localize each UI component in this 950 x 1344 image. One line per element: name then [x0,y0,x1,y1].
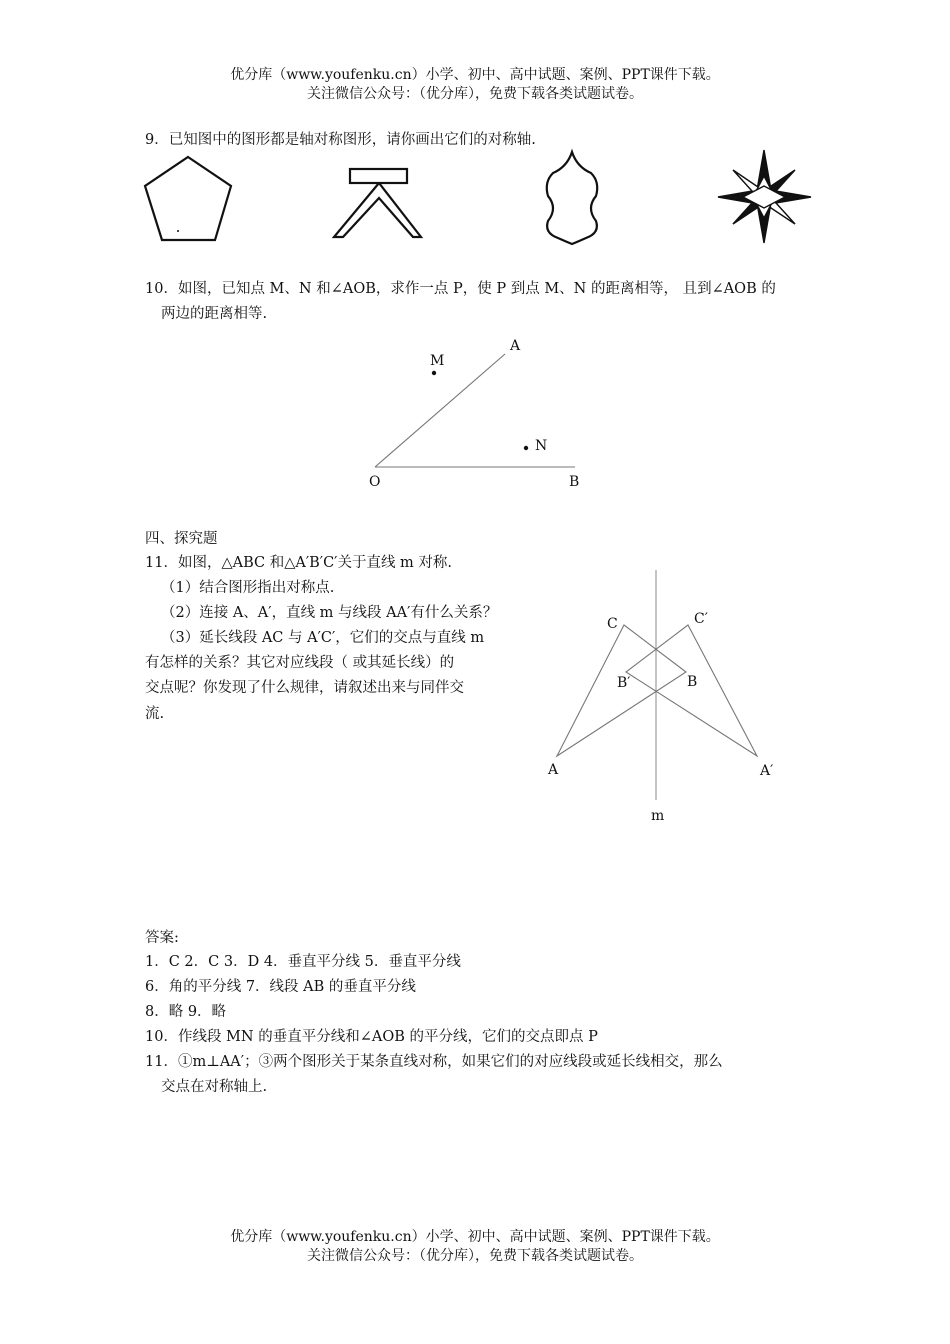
question-10-line-2: 两边的距离相等. [161,306,268,322]
triangle-a2b2c2 [626,625,757,756]
label-n: N [535,438,548,454]
label-c-prime: C′ [694,611,708,627]
label-a: A [510,338,521,354]
header-line-1: 优分库（www.youfenku.cn）小学、初中、高中试题、案例、PPT课件下载。 [230,67,720,83]
header-line-2: 关注微信公众号：（优分库），免费下载各类试题试卷。 [307,86,643,102]
label-a-prime: A′ [760,763,774,779]
question-11-sub-1: （1）结合图形指出对称点. [161,580,335,596]
answer-line-1: 1．C 2．C 3．D 4．垂直平分线 5．垂直平分线 [145,954,461,970]
question-11-sub-3d: 流. [145,706,165,722]
question-10-line-1: 10．如图，已知点 M、N 和∠AOB，求作一点 P，使 P 到点 M、N 的距离相等， 且到∠AOB 的 [145,281,776,297]
question-11-sub-2: （2）连接 A、A′，直线 m 与线段 AA′有什么关系？ [161,605,498,621]
label-b: B [687,674,698,690]
label-a: A [548,762,559,778]
answer-line-5a: 11．①m⊥AA′；③两个图形关于某条直线对称，如果它们的对应线段或延长线相交，那么 [145,1054,723,1070]
label-b: B [569,474,580,490]
label-c: C [607,616,618,632]
answers-title: 答案: [145,930,179,946]
label-m: M [430,353,445,369]
answer-line-4: 10．作线段 MN 的垂直平分线和∠AOB 的平分线，它们的交点即点 P [145,1029,598,1045]
footer-line-1: 优分库（www.youfenku.cn）小学、初中、高中试题、案例、PPT课件下载。 [230,1229,720,1245]
question-11-sub-3a: （3）延长线段 AC 与 A′C′，它们的交点与直线 m [161,630,485,646]
question-9-text: 9．已知图中的图形都是轴对称图形，请你画出它们的对称轴. [145,132,536,148]
answer-line-3: 8．略 9．略 [145,1004,227,1020]
answer-line-2: 6．角的平分线 7．线段 AB 的垂直平分线 [145,979,416,995]
question-11-line-1: 11．如图，△ABC 和△A′B′C′关于直线 m 对称. [145,555,453,571]
label-o: O [369,474,381,490]
question-11-sub-3c: 交点呢？你发现了什么规律，请叙述出来与同伴交 [145,680,464,696]
footer-line-2: 关注微信公众号：（优分库），免费下载各类试题试卷。 [307,1248,643,1264]
answer-line-5b: 交点在对称轴上. [161,1079,268,1095]
label-b-prime: B′ [617,675,631,691]
label-m-axis: m [651,808,665,824]
question-11-sub-3b: 有怎样的关系？其它对应线段（ 或其延长线）的 [145,655,455,671]
section-4-title: 四、探究题 [145,531,218,547]
